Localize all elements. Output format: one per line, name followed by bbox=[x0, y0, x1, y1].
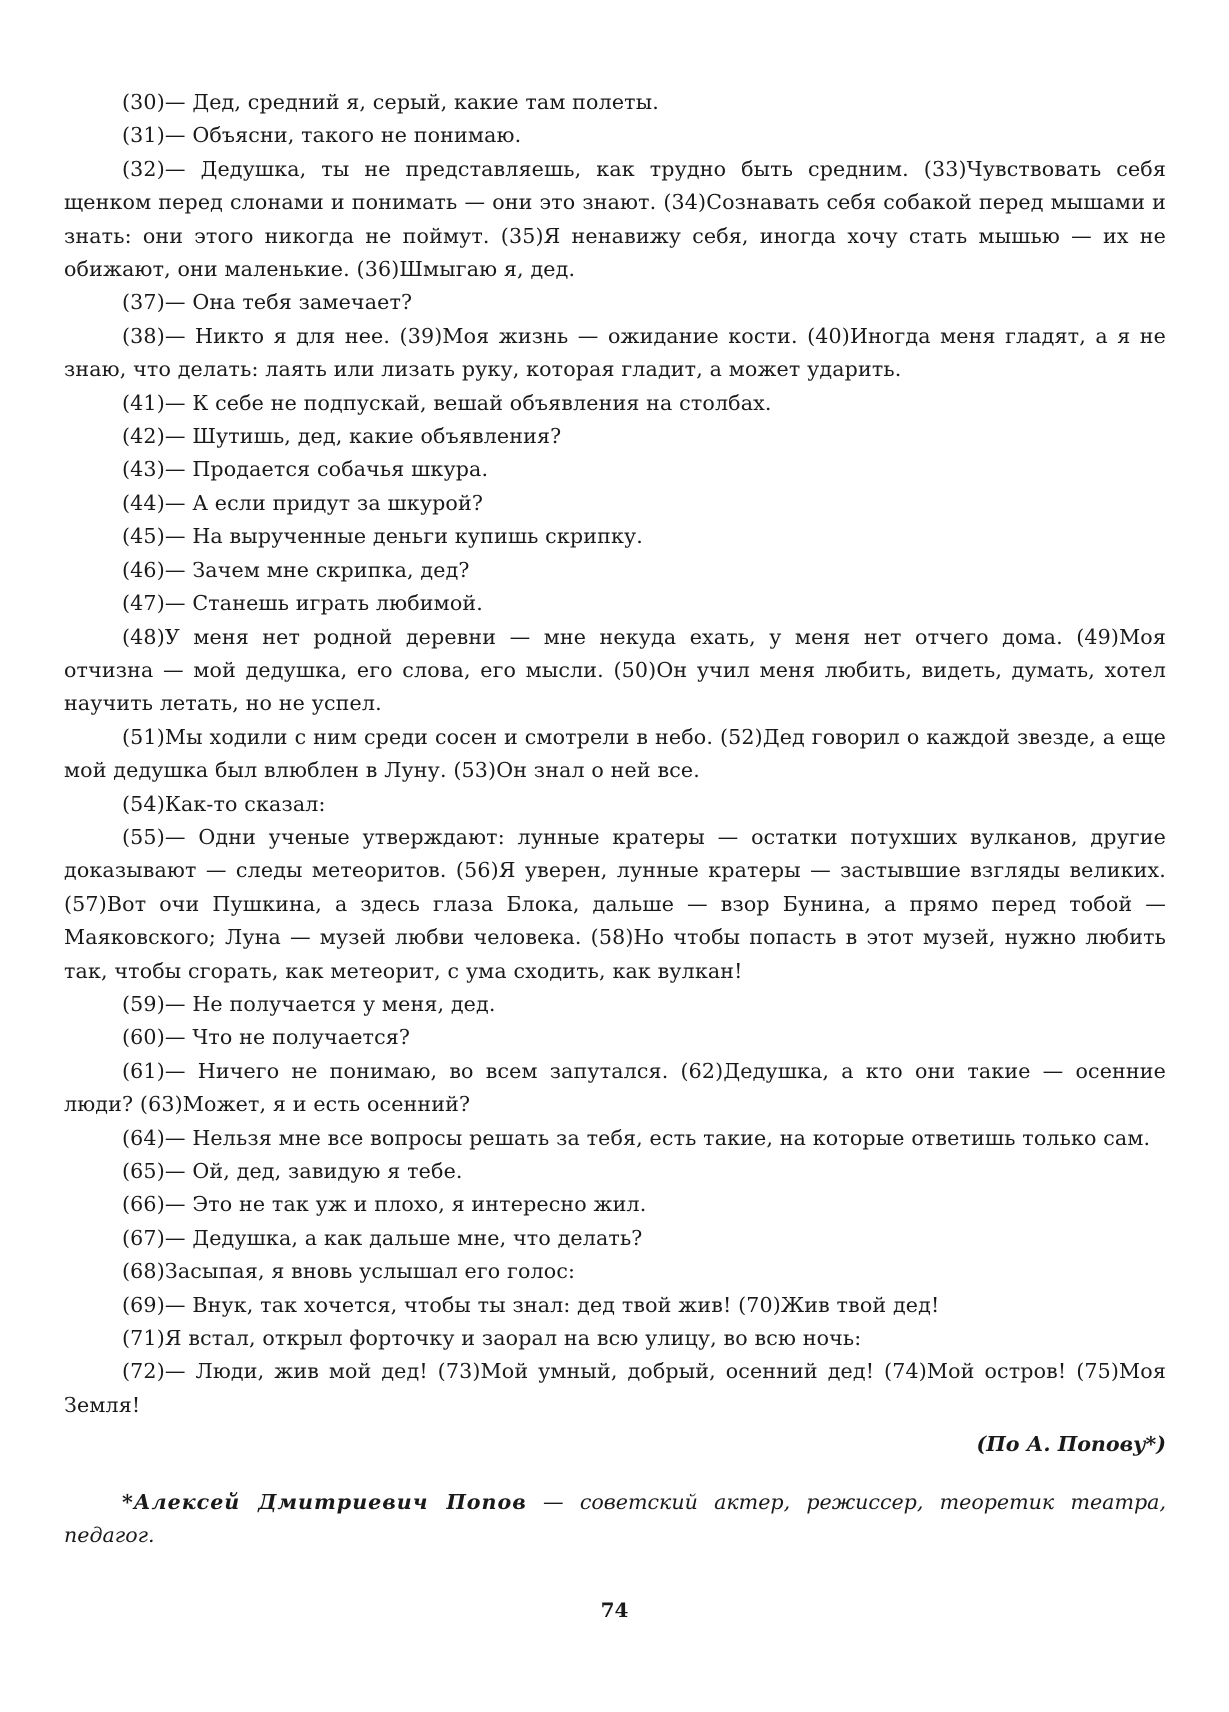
paragraph: (38)— Никто я для нее. (39)Моя жизнь — ожидание кости. (40)Иногда меня гладят, а я не знаю, что делать: лаять или лизать руку, которая гладит, а может ударить. bbox=[64, 323, 1166, 382]
paragraph: (59)— Не получается у меня, дед. bbox=[122, 991, 496, 1016]
paragraph: (67)— Дедушка, а как дальше мне, что делать? bbox=[122, 1225, 643, 1250]
paragraph: (42)— Шутишь, дед, какие объявления? bbox=[122, 424, 562, 449]
paragraph: (69)— Внук, так хочется, чтобы ты знал: дед твой жив! (70)Жив твой дед! bbox=[122, 1292, 940, 1317]
paragraph: (65)— Ой, дед, завидую я тебе. bbox=[122, 1159, 463, 1183]
paragraph: (48)У меня нет родной деревни — мне некуда ехать, у меня нет отчего дома. (49)Моя отчизна — мой дедушка, его слова, его мысли. (50)Он учил меня любить, видеть, думать, хотел научить летать, но не успел. bbox=[64, 624, 1166, 716]
paragraph: (64)— Нельзя мне все вопросы решать за тебя, есть такие, на которые ответишь только сам. bbox=[122, 1125, 1151, 1150]
paragraph: (32)— Дедушка, ты не представляешь, как трудно быть средним. (33)Чувствовать себя щенком перед слонами и понимать — они это знают. (34)Сознавать себя собакой перед мышами и знать: они этого никогда не поймут. (35)Я ненавижу себя, иногда хочу стать мышью — их не обижают, они маленькие. (36)Шмыгаю я, дед. bbox=[64, 156, 1166, 282]
paragraph: (31)— Объясни, такого не понимаю. bbox=[122, 123, 522, 148]
footnote bbox=[64, 1486, 1166, 1553]
paragraph: (54)Как-то сказал: bbox=[122, 791, 326, 816]
paragraph: (41)— К себе не подпускай, вешай объявления на столбах. bbox=[122, 390, 772, 415]
text-body bbox=[64, 86, 1166, 1422]
paragraph: (44)— А если придут за шкурой? bbox=[122, 490, 484, 515]
paragraph: (68)Засыпая, я вновь услышал его голос: bbox=[122, 1259, 576, 1284]
paragraph: (66)— Это не так уж и плохо, я интересно жил. bbox=[122, 1192, 647, 1217]
paragraph: (37)— Она тебя замечает? bbox=[122, 290, 413, 315]
source-attribution: (По А. Попову*) bbox=[976, 1432, 1166, 1457]
paragraph: (43)— Продается собачья шкура. bbox=[122, 457, 489, 482]
paragraph: (30)— Дед, средний я, серый, какие там полеты. bbox=[122, 90, 659, 114]
page-number: 74 bbox=[600, 1598, 629, 1622]
document-page bbox=[64, 86, 1166, 1552]
paragraph: (47)— Станешь играть любимой. bbox=[122, 591, 483, 616]
paragraph: (45)— На вырученные деньги купишь скрипку. bbox=[122, 524, 643, 549]
footnote-text: — советский актер, режиссер, теоретик театра, педагог. bbox=[64, 1489, 1166, 1548]
paragraph: (55)— Одни ученые утверждают: лунные кратеры — остатки потухших вулканов, другие доказывают — следы метеоритов. (56)Я уверен, лунные кратеры — застывшие взгляды великих. (57)Вот очи Пушкина, а здесь глаза Блока, дальше — взор Бунина, а прямо перед тобой — Маяковского; Луна — музей любви человека. (58)Но чтобы попасть в этот музей, нужно любить так, чтобы сгорать, как метеорит, с ума сходить, как вулкан! bbox=[64, 824, 1166, 983]
paragraph: (51)Мы ходили с ним среди сосен и смотрели в небо. (52)Дед говорил о каждой звезде, а еще мой дедушка был влюблен в Луну. (53)Он знал о ней все. bbox=[64, 724, 1166, 783]
paragraph: (61)— Ничего не понимаю, во всем запутался. (62)Дедушка, а кто они такие — осенние люди? (63)Может, я и есть осенний? bbox=[64, 1058, 1166, 1117]
paragraph: (72)— Люди, жив мой дед! (73)Мой умный, добрый, осенний дед! (74)Мой остров! (75)Моя Земля! bbox=[64, 1359, 1166, 1417]
footnote-author: *Алексей Дмитриевич Попов bbox=[122, 1489, 527, 1514]
paragraph: (71)Я встал, открыл форточку и заорал на всю улицу, во всю ночь: bbox=[122, 1326, 862, 1351]
paragraph: (60)— Что не получается? bbox=[122, 1025, 411, 1050]
paragraph: (46)— Зачем мне скрипка, дед? bbox=[122, 557, 470, 582]
